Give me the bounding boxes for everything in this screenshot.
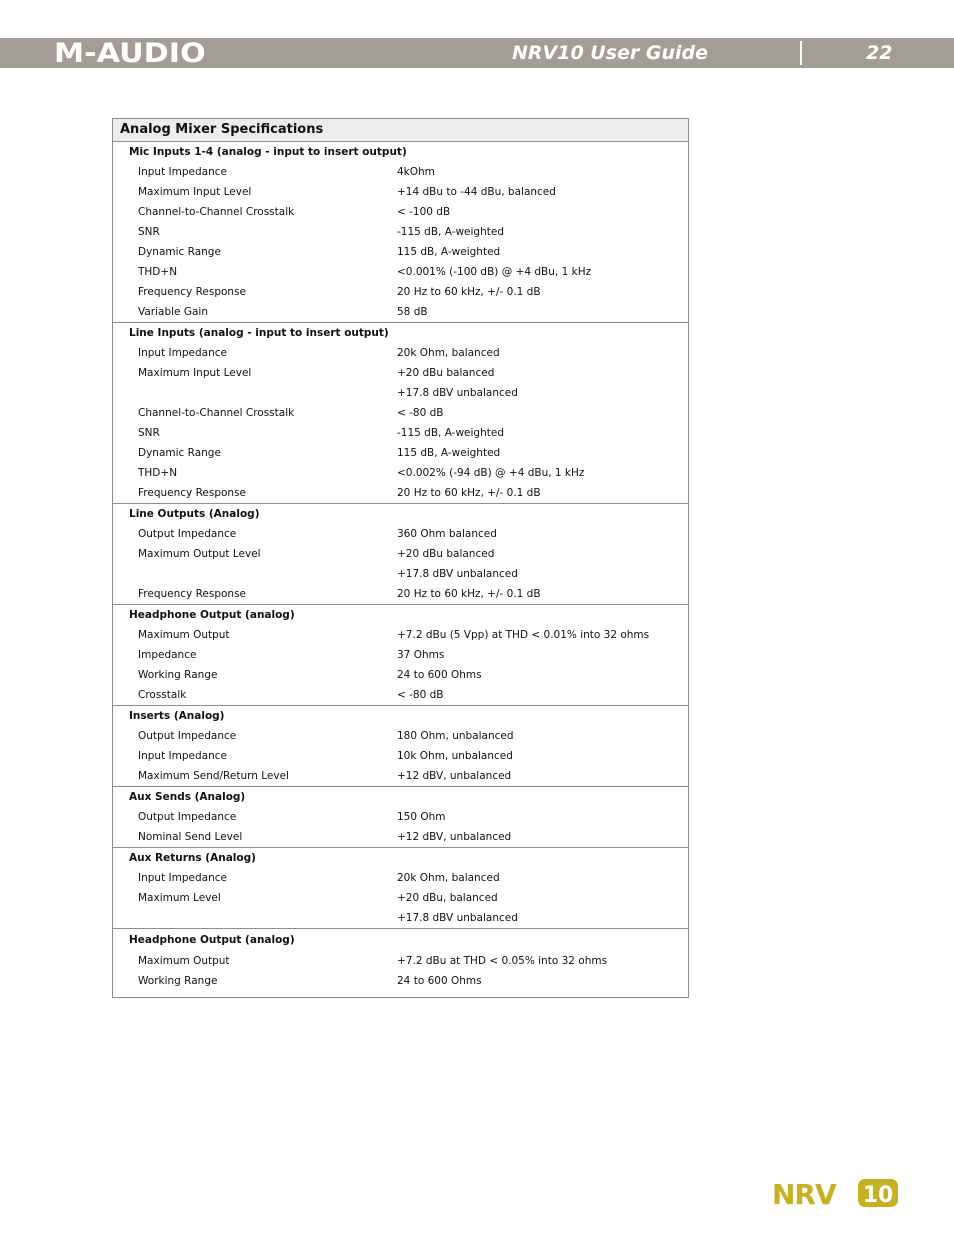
spec-row [113,908,688,928]
spec-value: 115 dB, A-weighted [397,447,501,459]
spec-value: 20k Ohm, balanced [397,347,500,359]
spec-row [113,182,688,202]
spec-value: 115 dB, A-weighted [397,246,501,258]
spec-label: Input Impedance [138,166,227,178]
spec-row [113,222,688,242]
spec-label: Input Impedance [138,750,227,762]
spec-value: +20 dBu balanced [397,548,495,560]
spec-value: 20 Hz to 60 kHz, +/- 0.1 dB [397,487,541,499]
spec-value: < -100 dB [397,206,451,218]
spec-label: Maximum Output [138,629,230,641]
spec-row [113,403,688,423]
spec-value: +12 dBV, unbalanced [397,770,512,782]
spec-sections [113,142,688,997]
spec-value: -115 dB, A-weighted [397,427,504,439]
spec-label: Maximum Level [138,892,221,904]
spec-value: 20k Ohm, balanced [397,872,500,884]
spec-label: Nominal Send Level [138,831,243,843]
spec-row [113,483,688,503]
spec-row [113,665,688,685]
spec-label: Channel-to-Channel Crosstalk [138,206,295,218]
spec-label: Impedance [138,649,197,661]
spec-value: +20 dBu balanced [397,367,495,379]
spec-label: Output Impedance [138,811,237,823]
spec-row [113,625,688,645]
spec-value: 24 to 600 Ohms [397,975,482,987]
spec-row [113,162,688,182]
page-number: 22 [866,42,893,64]
spec-label: Crosstalk [138,689,187,701]
nrv-logo-text: NRV [772,1178,836,1210]
spec-label: Working Range [138,669,218,681]
spec-row [113,827,688,847]
spec-label: Maximum Input Level [138,186,252,198]
spec-row [113,584,688,604]
spec-row [113,423,688,443]
page-header [0,38,954,68]
spec-label: Channel-to-Channel Crosstalk [138,407,295,419]
spec-value: +17.8 dBV unbalanced [397,912,518,924]
spec-row [113,443,688,463]
section-heading: Mic Inputs 1-4 (analog - input to insert output) [129,146,407,158]
spec-section [113,929,688,997]
spec-section [113,323,688,504]
spec-value: +7.2 dBu at THD < 0.05% into 32 ohms [397,955,608,967]
spec-row [113,746,688,766]
m-audio-logo: M-AUDIO [54,38,206,69]
spec-row [113,726,688,746]
spec-value: < -80 dB [397,689,444,701]
spec-label: Maximum Output [138,955,230,967]
spec-label: Variable Gain [138,306,208,318]
spec-row [113,242,688,262]
spec-label: SNR [138,226,160,238]
spec-value: 20 Hz to 60 kHz, +/- 0.1 dB [397,286,541,298]
spec-section [113,848,688,929]
spec-row [113,807,688,827]
spec-label: Frequency Response [138,286,247,298]
spec-value: 360 Ohm balanced [397,528,497,540]
spec-value: < -80 dB [397,407,444,419]
spec-value: 150 Ohm [397,811,446,823]
spec-value: 10k Ohm, unbalanced [397,750,513,762]
spec-label: Input Impedance [138,872,227,884]
spec-label: Maximum Output Level [138,548,261,560]
spec-section [113,605,688,706]
section-heading: Aux Sends (Analog) [129,791,246,803]
table-title: Analog Mixer Specifications [113,119,688,142]
spec-row [113,685,688,705]
spec-section [113,142,688,323]
spec-row [113,383,688,403]
spec-label: Dynamic Range [138,447,221,459]
spec-label: Dynamic Range [138,246,221,258]
spec-section [113,787,688,848]
spec-label: SNR [138,427,160,439]
spec-value: -115 dB, A-weighted [397,226,504,238]
section-heading: Headphone Output (analog) [129,609,295,621]
spec-value: <0.001% (-100 dB) @ +4 dBu, 1 kHz [397,266,592,278]
nrv10-logo [772,1176,900,1210]
spec-value: 58 dB [397,306,428,318]
spec-row [113,463,688,483]
section-heading: Line Outputs (Analog) [129,508,260,520]
section-heading: Inserts (Analog) [129,710,225,722]
spec-section [113,504,688,605]
spec-value: <0.002% (-94 dB) @ +4 dBu, 1 kHz [397,467,585,479]
section-heading: Headphone Output (analog) [129,934,295,946]
section-heading: Line Inputs (analog - input to insert output) [129,327,389,339]
spec-label: THD+N [138,467,178,479]
spec-value: 180 Ohm, unbalanced [397,730,514,742]
spec-row [113,564,688,584]
spec-row [113,544,688,564]
nrv-logo-number: 10 [862,1183,894,1208]
guide-title: NRV10 User Guide [512,42,709,64]
spec-value: +20 dBu, balanced [397,892,498,904]
spec-section [113,706,688,787]
spec-label: Working Range [138,975,218,987]
spec-label: Maximum Input Level [138,367,252,379]
spec-label: Frequency Response [138,588,247,600]
spec-row [113,971,688,991]
spec-row [113,524,688,544]
spec-label: Output Impedance [138,730,237,742]
spec-label: THD+N [138,266,178,278]
spec-row [113,202,688,222]
spec-row [113,766,688,786]
spec-label: Frequency Response [138,487,247,499]
spec-row [113,888,688,908]
spec-row [113,363,688,383]
spec-label: Input Impedance [138,347,227,359]
spec-row [113,302,688,322]
spec-value: 4kOhm [397,166,435,178]
spec-table [112,118,689,998]
spec-row [113,262,688,282]
spec-value: +17.8 dBV unbalanced [397,568,518,580]
spec-label: Output Impedance [138,528,237,540]
spec-row [113,282,688,302]
spec-value: +17.8 dBV unbalanced [397,387,518,399]
spec-value: 20 Hz to 60 kHz, +/- 0.1 dB [397,588,541,600]
spec-value: 24 to 600 Ohms [397,669,482,681]
header-divider [800,41,802,65]
spec-label: Maximum Send/Return Level [138,770,289,782]
spec-row [113,343,688,363]
spec-value: +14 dBu to -44 dBu, balanced [397,186,556,198]
spec-value: +7.2 dBu (5 Vpp) at THD < 0.01% into 32 ohms [397,629,650,641]
spec-value: +12 dBV, unbalanced [397,831,512,843]
section-heading: Aux Returns (Analog) [129,852,256,864]
spec-row [113,951,688,971]
spec-row [113,868,688,888]
spec-value: 37 Ohms [397,649,445,661]
spec-row [113,645,688,665]
